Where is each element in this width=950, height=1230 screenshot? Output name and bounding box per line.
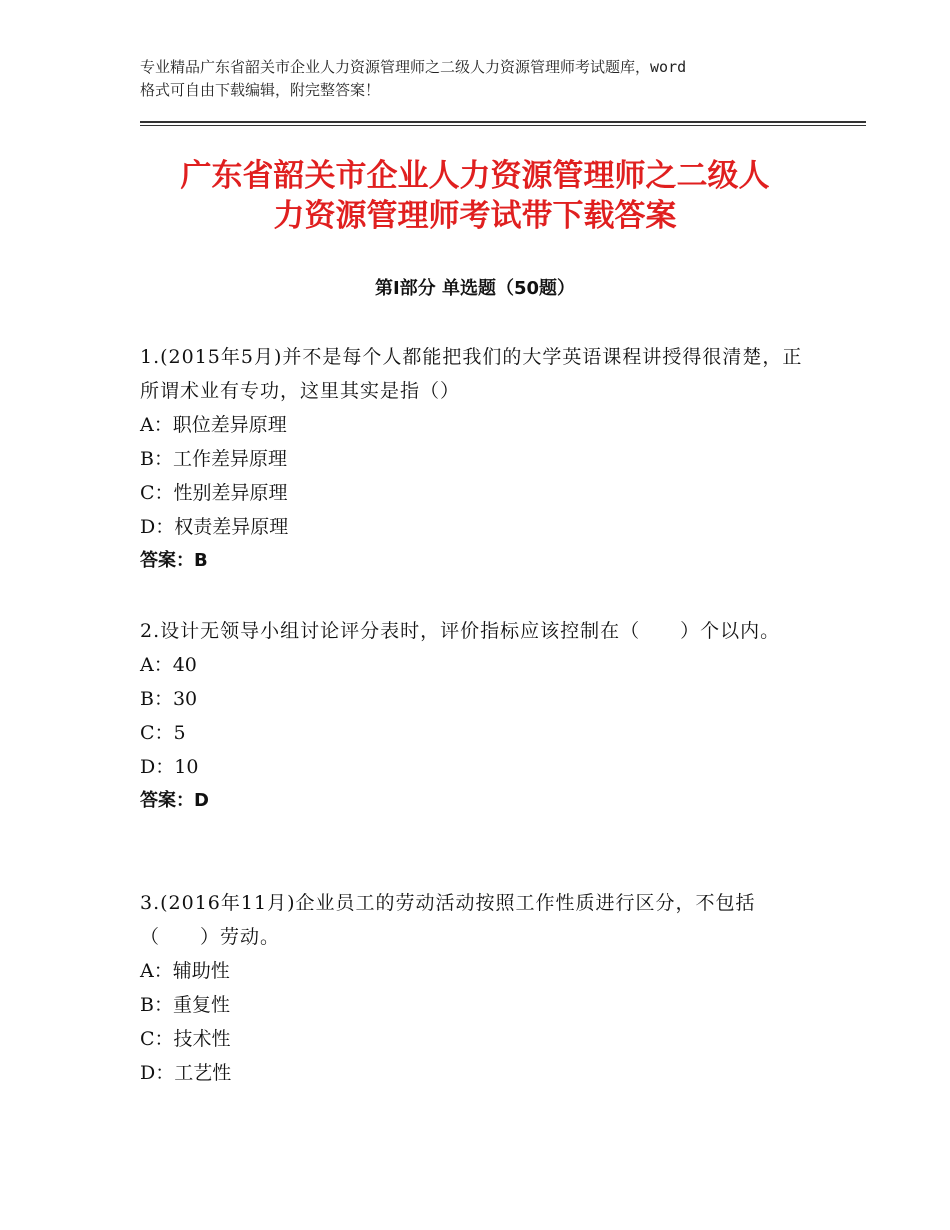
option: D：权责差异原理 [140,516,289,538]
question-item [140,614,810,818]
question-text: 3.(2016年11月)企业员工的劳动活动按照工作性质进行区分，不包括（ ）劳动。 [140,892,756,948]
document-header [140,56,830,102]
option: A：职位差异原理 [140,414,287,436]
question-text: 2.设计无领导小组讨论评分表时，评价指标应该控制在（ ）个以内。 [140,620,781,642]
title-line: 力资源管理师考试带下载答案 [273,198,677,234]
option: D：工艺性 [140,1062,232,1084]
option: C：性别差异原理 [140,482,288,504]
option: A：40 [140,654,197,676]
option: B：工作差异原理 [140,448,287,470]
section-heading: 第Ⅰ部分 单选题（50题） [374,278,575,299]
question-text: 1.(2015年5月)并不是每个人都能把我们的大学英语课程讲授得很清楚，正所谓术业有专功，这里其实是指（） [140,346,803,402]
option: C：技术性 [140,1028,231,1050]
option: B：30 [140,688,198,710]
title-line: 广东省韶关市企业人力资源管理师之二级人 [180,158,770,194]
header-divider [140,121,866,123]
option: C：5 [140,722,186,744]
question-item [140,340,810,578]
option: B：重复性 [140,994,230,1016]
answer: 答案：D [140,790,209,811]
header-line: 格式可自由下载编辑，附完整答案！ [140,81,381,99]
header-line: 专业精品广东省韶关市企业人力资源管理师之二级人力资源管理师考试题库，word [140,58,687,76]
answer: 答案：B [140,550,208,571]
header-divider [140,125,866,126]
document-title [120,156,830,236]
question-item [140,886,810,1090]
option: D：10 [140,756,199,778]
option: A：辅助性 [140,960,230,982]
